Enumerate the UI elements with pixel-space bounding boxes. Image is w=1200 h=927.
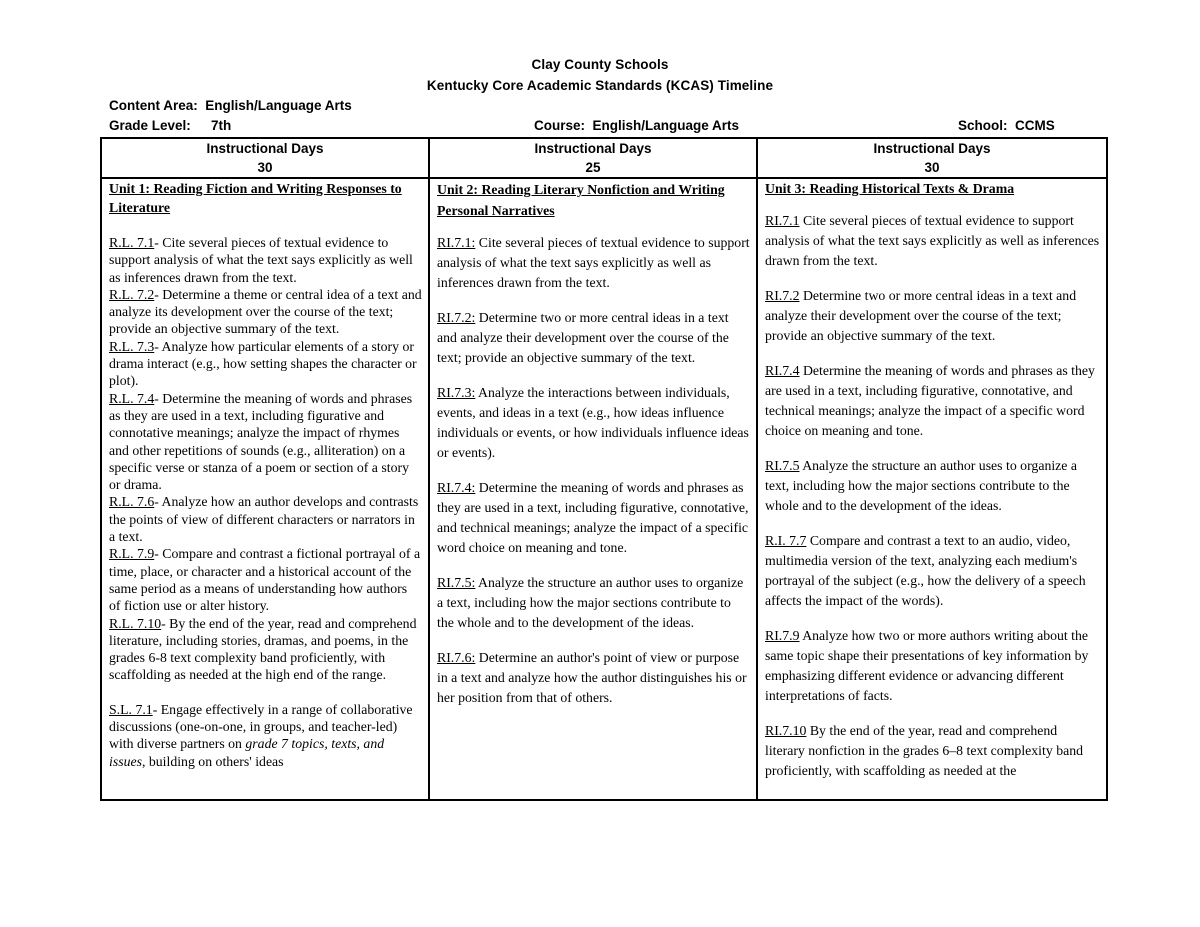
standard-code: R.L. 7.4 bbox=[109, 390, 155, 406]
standard-code: R.L. 7.10 bbox=[109, 615, 162, 631]
standard-item bbox=[765, 626, 1100, 706]
column-header-label: Instructional Days bbox=[534, 141, 652, 156]
standard-code: S.L. 7.1 bbox=[109, 701, 153, 717]
standard-item bbox=[437, 648, 750, 708]
standard-item bbox=[109, 701, 422, 770]
standard-code: RI.7.4 bbox=[765, 363, 800, 378]
standard-text: Determine two or more central ideas in a text and analyze their development over the course of the text; provide an objective summary of the text. bbox=[765, 288, 1077, 343]
standard-item bbox=[765, 456, 1100, 516]
standard-item bbox=[109, 286, 422, 338]
unit-2-content bbox=[430, 179, 756, 799]
standard-text: , building on others' ideas bbox=[141, 753, 284, 769]
column-header-3 bbox=[757, 138, 1107, 178]
standard-code: R.L. 7.9 bbox=[109, 546, 155, 562]
column-header-label: Instructional Days bbox=[873, 141, 991, 156]
standard-text: Analyze the interactions between individuals, events, and ideas in a text (e.g., how ideas influence individuals or events, or how individuals influence ideas or events). bbox=[437, 385, 749, 460]
standard-item bbox=[109, 390, 422, 494]
unit-title: Unit 2: Reading Literary Nonfiction and Writing Personal Narratives bbox=[437, 182, 725, 218]
content-row bbox=[101, 178, 1107, 800]
grade-level-label: Grade Level: bbox=[109, 118, 191, 133]
unit-1-content bbox=[102, 179, 428, 799]
standard-text: - Determine a theme or central idea of a text and analyze its development over the course of the text; provide an objective summary of the text. bbox=[109, 286, 422, 337]
school: School: CCMS bbox=[958, 118, 1055, 133]
unit-3-content bbox=[758, 179, 1106, 799]
standard-text: Determine the meaning of words and phrases as they are used in a text, including figurative, connotative, and technical meanings; analyze the impact of a specific word choice on meaning and tone. bbox=[765, 363, 1095, 438]
standard-text: Analyze how two or more authors writing about the same topic shape their presentations of key information by emphasizing different evidence or advancing different interpretations of facts. bbox=[765, 628, 1089, 703]
document-title: Kentucky Core Academic Standards (KCAS) Timeline bbox=[426, 78, 774, 93]
standard-item bbox=[109, 234, 422, 286]
district-title: Clay County Schools bbox=[531, 57, 669, 72]
course: Course: English/Language Arts bbox=[534, 118, 740, 133]
standard-item bbox=[437, 383, 750, 463]
standard-text: Cite several pieces of textual evidence to support analysis of what the text says explicitly as well as inferences drawn from the text. bbox=[765, 213, 1100, 268]
standard-text: Analyze the structure an author uses to organize a text, including how the major sections contribute to the whole and to the development of the ideas. bbox=[765, 458, 1078, 513]
standard-code: R.L. 7.6 bbox=[109, 494, 155, 510]
standard-text: Determine the meaning of words and phrases as they are used in a text, including figurative, connotative, and technical meanings; analyze the impact of a specific word choice on meaning and tone. bbox=[437, 480, 749, 555]
standard-text: - Compare and contrast a fictional portrayal of a time, place, or character and a historical account of the same period as a means of understanding how authors of fiction use or alter history. bbox=[109, 546, 421, 614]
standard-text: Compare and contrast a text to an audio, video, multimedia version of the text, analyzing each medium's portrayal of the subject (e.g., how the delivery of a speech affects the impact of the words). bbox=[765, 533, 1086, 608]
standard-text: Cite several pieces of textual evidence to support analysis of what the text says explicitly as well as inferences drawn from the text. bbox=[437, 235, 750, 290]
timeline-table bbox=[100, 137, 1108, 801]
standard-item bbox=[765, 211, 1100, 271]
standard-item bbox=[765, 361, 1100, 441]
standard-code: RI.7.2: bbox=[437, 310, 476, 325]
standard-code: RI.7.6: bbox=[437, 650, 476, 665]
standard-text: Analyze the structure an author uses to organize a text, including how the major sections contribute to the whole and to the development of the ideas. bbox=[437, 575, 744, 630]
standard-item bbox=[765, 531, 1100, 611]
standard-code: RI.7.4: bbox=[437, 480, 476, 495]
standard-item bbox=[109, 338, 422, 390]
instructional-days-count: 30 bbox=[924, 160, 940, 175]
standard-code: R.I. 7.7 bbox=[765, 533, 807, 548]
standard-text: - By the end of the year, read and comprehend literature, including stories, dramas, and poems, in the grades 6-8 text complexity band proficiently, with scaffolding as needed at the high end of the range. bbox=[109, 615, 417, 683]
header-row bbox=[101, 138, 1107, 178]
standard-item bbox=[109, 615, 422, 684]
standard-code: RI.7.10 bbox=[765, 723, 807, 738]
standard-item bbox=[437, 573, 750, 633]
standard-item bbox=[437, 478, 750, 558]
unit-title: Unit 3: Reading Historical Texts & Drama bbox=[765, 181, 1015, 196]
standard-item bbox=[765, 721, 1100, 781]
grade-level-value: 7th bbox=[211, 118, 232, 133]
unit-3-cell bbox=[757, 178, 1107, 800]
standard-text: - Analyze how an author develops and contrasts the points of view of different characters or narrators in a text. bbox=[109, 494, 419, 545]
standard-item bbox=[437, 308, 750, 368]
unit-title: Unit 1: Reading Fiction and Writing Responses to Literature bbox=[109, 181, 402, 215]
standard-code: R.L. 7.1 bbox=[109, 235, 155, 250]
instructional-days-count: 25 bbox=[585, 160, 601, 175]
standard-code: RI.7.1 bbox=[765, 213, 800, 228]
column-header-1 bbox=[101, 138, 429, 178]
standard-item bbox=[765, 286, 1100, 346]
standard-text-italic: grade 7 topics, texts, and issues bbox=[109, 736, 385, 769]
column-header-2 bbox=[429, 138, 757, 178]
standard-code: RI.7.1: bbox=[437, 235, 476, 250]
standard-code: RI.7.2 bbox=[765, 288, 800, 303]
standard-item bbox=[437, 233, 750, 293]
standard-code: RI.7.5 bbox=[765, 458, 800, 473]
standard-text: - Engage effectively in a range of collaborative discussions (one-on-one, in groups, and teacher-led) with diverse partners on bbox=[109, 701, 413, 752]
standard-text: - Cite several pieces of textual evidence to support analysis of what the text says explicitly as well as inferences drawn from the text. bbox=[109, 235, 413, 285]
standard-code: R.L. 7.3 bbox=[109, 338, 155, 354]
unit-2-cell bbox=[429, 178, 757, 800]
instructional-days-count: 30 bbox=[257, 160, 273, 175]
standard-code: RI.7.3: bbox=[437, 385, 476, 400]
unit-1-cell bbox=[101, 178, 429, 800]
standard-code: RI.7.5: bbox=[437, 575, 476, 590]
column-header-label: Instructional Days bbox=[206, 141, 324, 156]
standard-text: By the end of the year, read and comprehend literary nonfiction in the grades 6–8 text complexity band proficiently, with scaffolding as needed at the bbox=[765, 723, 1084, 778]
standard-text: - Determine the meaning of words and phrases as they are used in a text, including figurative and connotative meanings; analyze the impact of rhymes and other repetitions of sounds (e.g., alliteration) on a specific verse or stanza of a poem or section of a story or drama. bbox=[109, 390, 413, 493]
standard-text: Determine two or more central ideas in a text and analyze their development over the course of the text; provide an objective summary of the text. bbox=[437, 310, 729, 365]
content-area: Content Area: English/Language Arts bbox=[109, 98, 352, 113]
standard-code: RI.7.9 bbox=[765, 628, 800, 643]
standard-text: Determine an author's point of view or purpose in a text and analyze how the author distinguishes his or her position from that of others. bbox=[437, 650, 747, 705]
standard-item bbox=[109, 545, 422, 614]
standard-item bbox=[109, 493, 422, 545]
standard-text: - Analyze how particular elements of a story or drama interact (e.g., how setting shapes the character or plot). bbox=[109, 338, 417, 389]
standard-code: R.L. 7.2 bbox=[109, 286, 155, 302]
